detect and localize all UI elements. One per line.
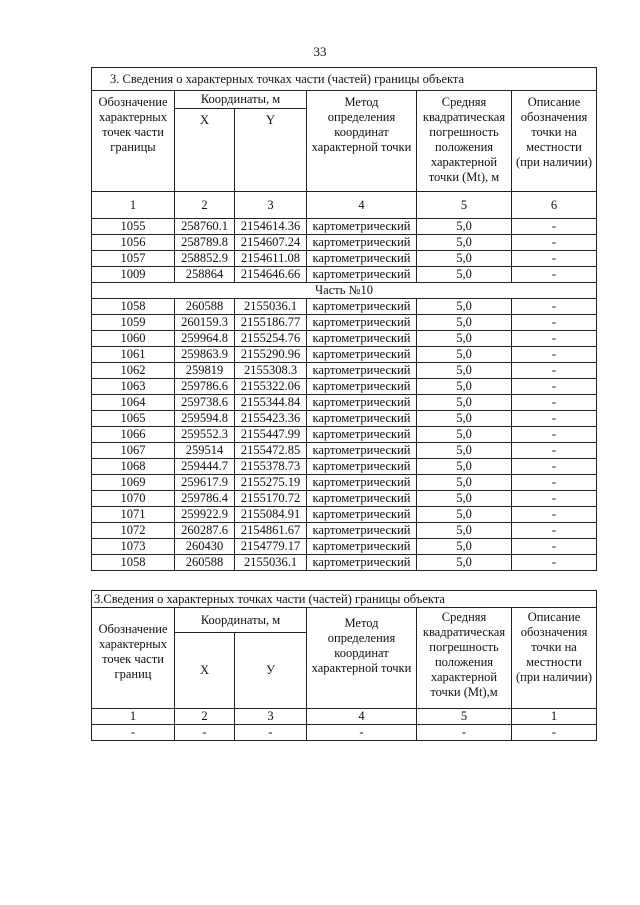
point-id: 1071 (92, 507, 175, 523)
x-coordinate: 258760.1 (175, 219, 235, 235)
x-coordinate: 258789.8 (175, 235, 235, 251)
x-coordinate: 259738.6 (175, 395, 235, 411)
y-coordinate: 2154646.66 (235, 267, 307, 283)
table-row (92, 395, 597, 411)
table-row (92, 523, 597, 539)
header-description-2: Описание обозначения точки на местности (при наличии) (512, 608, 597, 709)
header-y-2: У (235, 633, 307, 709)
y-coordinate: 2155423.36 (235, 411, 307, 427)
point-id: 1069 (92, 475, 175, 491)
column-number: 6 (512, 192, 597, 219)
table-row (92, 411, 597, 427)
column-number: 3 (235, 709, 307, 725)
y-coordinate: 2155290.96 (235, 347, 307, 363)
table-row (92, 555, 597, 571)
y-coordinate: 2155308.3 (235, 363, 307, 379)
description: - (512, 299, 597, 315)
method: картометрический (307, 539, 417, 555)
x-coordinate: 259514 (175, 443, 235, 459)
y-coordinate: 2155344.84 (235, 395, 307, 411)
method: картометрический (307, 395, 417, 411)
x-coordinate: 259594.8 (175, 411, 235, 427)
table-row (92, 347, 597, 363)
x-coordinate: 260159.3 (175, 315, 235, 331)
error-value: 5,0 (417, 299, 512, 315)
error-value: 5,0 (417, 379, 512, 395)
error-value: 5,0 (417, 331, 512, 347)
header-error: Средняя квадратическая погрешность положения характерной точки (Mt), м (417, 91, 512, 192)
header-designation: Обозначение характерных точек части границы (92, 91, 175, 192)
column-number: 1 (512, 709, 597, 725)
error-value: 5,0 (417, 219, 512, 235)
description: - (512, 363, 597, 379)
description: - (512, 725, 597, 741)
description: - (512, 523, 597, 539)
error-value: 5,0 (417, 315, 512, 331)
error-value: 5,0 (417, 491, 512, 507)
error-value: - (417, 725, 512, 741)
point-id: 1059 (92, 315, 175, 331)
column-numbers-row (92, 192, 597, 219)
description: - (512, 555, 597, 571)
x-coordinate: 259786.6 (175, 379, 235, 395)
x-coordinate: 260588 (175, 299, 235, 315)
table-row (92, 725, 597, 741)
table-row (92, 267, 597, 283)
description: - (512, 475, 597, 491)
method: картометрический (307, 523, 417, 539)
point-id: 1060 (92, 331, 175, 347)
method: картометрический (307, 235, 417, 251)
x-coordinate: 259964.8 (175, 331, 235, 347)
x-coordinate: 259819 (175, 363, 235, 379)
point-id: 1061 (92, 347, 175, 363)
y-coordinate: 2155036.1 (235, 555, 307, 571)
x-coordinate: 259444.7 (175, 459, 235, 475)
description: - (512, 251, 597, 267)
y-coordinate: 2155275.19 (235, 475, 307, 491)
description: - (512, 347, 597, 363)
point-id: 1073 (92, 539, 175, 555)
page-number: 33 (313, 44, 327, 59)
description: - (512, 379, 597, 395)
x-coordinate: 259863.9 (175, 347, 235, 363)
table-row (92, 235, 597, 251)
y-coordinate: 2154607.24 (235, 235, 307, 251)
x-coordinate: 258852.9 (175, 251, 235, 267)
boundary-points-table-2 (91, 590, 597, 741)
header-x-2: X (175, 633, 235, 709)
x-coordinate: 259552.3 (175, 427, 235, 443)
column-number: 2 (175, 709, 235, 725)
error-value: 5,0 (417, 427, 512, 443)
description: - (512, 331, 597, 347)
description: - (512, 411, 597, 427)
column-number: 4 (307, 192, 417, 219)
table-row (92, 251, 597, 267)
table-row (92, 459, 597, 475)
method: картометрический (307, 363, 417, 379)
column-number: 1 (92, 709, 175, 725)
error-value: 5,0 (417, 395, 512, 411)
header-coordinates-2: Координаты, м (175, 608, 307, 633)
y-coordinate: 2155378.73 (235, 459, 307, 475)
error-value: 5,0 (417, 555, 512, 571)
header-x: X (175, 109, 235, 192)
description: - (512, 459, 597, 475)
point-id: 1068 (92, 459, 175, 475)
point-id: - (92, 725, 175, 741)
x-coordinate: - (175, 725, 235, 741)
y-coordinate: 2155254.76 (235, 331, 307, 347)
method: картометрический (307, 459, 417, 475)
header-method: Метод определения координат характерной точки (307, 91, 417, 192)
error-value: 5,0 (417, 251, 512, 267)
column-number: 2 (175, 192, 235, 219)
error-value: 5,0 (417, 443, 512, 459)
x-coordinate: 259786.4 (175, 491, 235, 507)
error-value: 5,0 (417, 411, 512, 427)
table-row (92, 379, 597, 395)
column-number: 3 (235, 192, 307, 219)
point-id: 1009 (92, 267, 175, 283)
method: картометрический (307, 411, 417, 427)
method: - (307, 725, 417, 741)
header-error-2: Средняя квадратическая погрешность положения характерной точки (Mt),м (417, 608, 512, 709)
header-designation-2: Обозначение характерных точек части границ (92, 608, 175, 709)
method: картометрический (307, 555, 417, 571)
method: картометрический (307, 315, 417, 331)
y-coordinate: 2154779.17 (235, 539, 307, 555)
error-value: 5,0 (417, 235, 512, 251)
method: картометрический (307, 379, 417, 395)
y-coordinate: 2155170.72 (235, 491, 307, 507)
description: - (512, 507, 597, 523)
error-value: 5,0 (417, 507, 512, 523)
table-row (92, 539, 597, 555)
method: картометрический (307, 427, 417, 443)
method: картометрический (307, 267, 417, 283)
x-coordinate: 260588 (175, 555, 235, 571)
description: - (512, 443, 597, 459)
error-value: 5,0 (417, 267, 512, 283)
point-id: 1067 (92, 443, 175, 459)
error-value: 5,0 (417, 523, 512, 539)
description: - (512, 491, 597, 507)
error-value: 5,0 (417, 539, 512, 555)
point-id: 1058 (92, 555, 175, 571)
header-coordinates: Координаты, м (175, 91, 307, 109)
header-description: Описание обозначения точки на местности (при наличии) (512, 91, 597, 192)
table-row (92, 219, 597, 235)
y-coordinate: 2155084.91 (235, 507, 307, 523)
x-coordinate: 258864 (175, 267, 235, 283)
column-number: 5 (417, 709, 512, 725)
y-coordinate: 2155322.06 (235, 379, 307, 395)
section-title: 3. Сведения о характерных точках части (частей) границы объекта (92, 68, 597, 91)
description: - (512, 267, 597, 283)
point-id: 1057 (92, 251, 175, 267)
point-id: 1072 (92, 523, 175, 539)
table-row (92, 443, 597, 459)
point-id: 1055 (92, 219, 175, 235)
header-method-2: Метод определения координат характерной точки (307, 608, 417, 709)
x-coordinate: 259922.9 (175, 507, 235, 523)
table-row (92, 363, 597, 379)
y-coordinate: 2155186.77 (235, 315, 307, 331)
table-row (92, 475, 597, 491)
error-value: 5,0 (417, 459, 512, 475)
y-coordinate: - (235, 725, 307, 741)
y-coordinate: 2154611.08 (235, 251, 307, 267)
method: картометрический (307, 475, 417, 491)
table-row (92, 315, 597, 331)
error-value: 5,0 (417, 363, 512, 379)
column-number: 5 (417, 192, 512, 219)
description: - (512, 395, 597, 411)
column-number: 1 (92, 192, 175, 219)
point-id: 1070 (92, 491, 175, 507)
table-row (92, 331, 597, 347)
point-id: 1065 (92, 411, 175, 427)
point-id: 1062 (92, 363, 175, 379)
method: картометрический (307, 299, 417, 315)
x-coordinate: 260287.6 (175, 523, 235, 539)
error-value: 5,0 (417, 475, 512, 491)
table-row (92, 491, 597, 507)
description: - (512, 539, 597, 555)
point-id: 1056 (92, 235, 175, 251)
table-row (92, 427, 597, 443)
error-value: 5,0 (417, 347, 512, 363)
x-coordinate: 259617.9 (175, 475, 235, 491)
y-coordinate: 2154614.36 (235, 219, 307, 235)
description: - (512, 427, 597, 443)
method: картометрический (307, 347, 417, 363)
point-id: 1064 (92, 395, 175, 411)
table-row (92, 507, 597, 523)
section-title-2: 3.Сведения о характерных точках части (частей) границы объекта (92, 591, 597, 608)
y-coordinate: 2155447.99 (235, 427, 307, 443)
y-coordinate: 2155036.1 (235, 299, 307, 315)
method: картометрический (307, 251, 417, 267)
part-row (92, 283, 597, 299)
column-number: 4 (307, 709, 417, 725)
description: - (512, 315, 597, 331)
description: - (512, 219, 597, 235)
description: - (512, 235, 597, 251)
method: картометрический (307, 491, 417, 507)
point-id: 1058 (92, 299, 175, 315)
point-id: 1063 (92, 379, 175, 395)
column-numbers-row-2 (92, 709, 597, 725)
table-row (92, 299, 597, 315)
header-y: Y (235, 109, 307, 192)
boundary-points-table (91, 67, 597, 571)
method: картометрический (307, 443, 417, 459)
method: картометрический (307, 507, 417, 523)
point-id: 1066 (92, 427, 175, 443)
part-label: Часть №10 (92, 283, 597, 299)
method: картометрический (307, 219, 417, 235)
y-coordinate: 2154861.67 (235, 523, 307, 539)
method: картометрический (307, 331, 417, 347)
x-coordinate: 260430 (175, 539, 235, 555)
y-coordinate: 2155472.85 (235, 443, 307, 459)
